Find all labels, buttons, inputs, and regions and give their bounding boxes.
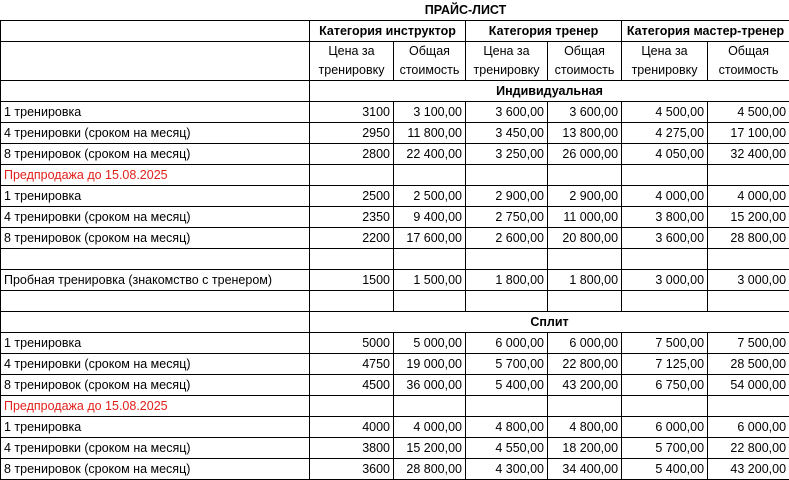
price-cell: 5 700,00	[622, 438, 708, 459]
price-cell: 4 550,00	[466, 438, 548, 459]
section-title: Сплит	[310, 312, 789, 333]
price-header: Цена за	[310, 42, 394, 62]
total-cell: 11 000,00	[548, 207, 622, 228]
total-cell: 36 000,00	[394, 375, 466, 396]
total-cell: 5 000,00	[394, 333, 466, 354]
price-cell: 2 600,00	[466, 228, 548, 249]
price-cell: 1 800,00	[466, 270, 548, 291]
row-label: Пробная тренировка (знакомство с тренером)	[1, 270, 310, 291]
price-cell: 4 300,00	[466, 459, 548, 480]
page-title: ПРАЙС-ЛИСТ	[310, 0, 622, 21]
price-cell: 7 125,00	[622, 354, 708, 375]
row-label: 4 тренировки (сроком на месяц)	[1, 123, 310, 144]
price-cell: 4 500,00	[622, 102, 708, 123]
total-cell: 22 400,00	[394, 144, 466, 165]
total-cell: 28 800,00	[394, 459, 466, 480]
total-cell: 3 100,00	[394, 102, 466, 123]
total-cell: 15 200,00	[708, 207, 789, 228]
price-cell: 3600	[310, 459, 394, 480]
total-cell: 28 800,00	[708, 228, 789, 249]
total-header: Общая	[708, 42, 789, 62]
total-cell: 18 200,00	[548, 438, 622, 459]
price-cell: 1500	[310, 270, 394, 291]
total-cell: 4 000,00	[708, 186, 789, 207]
total-cell: 6 000,00	[708, 417, 789, 438]
table-row	[1, 102, 789, 123]
price-cell: 2 900,00	[466, 186, 548, 207]
price-cell: 3100	[310, 102, 394, 123]
price-cell: 6 000,00	[622, 417, 708, 438]
price-cell: 4500	[310, 375, 394, 396]
presale-label: Предпродажа до 15.08.2025	[1, 165, 310, 186]
total-header: стоимость	[394, 61, 466, 81]
total-cell: 1 500,00	[394, 270, 466, 291]
table-row	[1, 459, 789, 480]
price-cell: 2800	[310, 144, 394, 165]
price-cell: 5 700,00	[466, 354, 548, 375]
total-header: Общая	[394, 42, 466, 62]
table-row	[1, 270, 789, 291]
total-cell: 4 000,00	[394, 417, 466, 438]
total-cell: 11 800,00	[394, 123, 466, 144]
row-label: 1 тренировка	[1, 186, 310, 207]
price-cell: 5 400,00	[622, 459, 708, 480]
row-label: 4 тренировки (сроком на месяц)	[1, 354, 310, 375]
row-label: 1 тренировка	[1, 102, 310, 123]
total-cell: 26 000,00	[548, 144, 622, 165]
price-cell: 4 275,00	[622, 123, 708, 144]
total-cell: 13 800,00	[548, 123, 622, 144]
total-cell: 20 800,00	[548, 228, 622, 249]
total-cell: 2 900,00	[548, 186, 622, 207]
total-cell: 3 000,00	[708, 270, 789, 291]
price-cell: 3800	[310, 438, 394, 459]
section-title: Индивидуальная	[310, 81, 789, 102]
total-cell: 4 800,00	[548, 417, 622, 438]
price-cell: 6 000,00	[466, 333, 548, 354]
presale-row	[1, 396, 789, 417]
total-cell: 3 600,00	[548, 102, 622, 123]
row-label: 8 тренировок (сроком на месяц)	[1, 228, 310, 249]
total-header: Общая	[548, 42, 622, 62]
price-cell: 3 600,00	[622, 228, 708, 249]
total-cell: 43 200,00	[708, 459, 789, 480]
row-label: 8 тренировок (сроком на месяц)	[1, 459, 310, 480]
price-cell: 3 800,00	[622, 207, 708, 228]
table-row	[1, 186, 789, 207]
category-instructor-header: Категория инструктор	[310, 21, 466, 42]
price-cell: 2 750,00	[466, 207, 548, 228]
total-cell: 22 800,00	[708, 438, 789, 459]
price-cell: 2500	[310, 186, 394, 207]
total-cell: 2 500,00	[394, 186, 466, 207]
empty-row	[1, 249, 789, 270]
total-cell: 4 500,00	[708, 102, 789, 123]
presale-row	[1, 165, 789, 186]
total-header: стоимость	[548, 61, 622, 81]
total-cell: 32 400,00	[708, 144, 789, 165]
price-cell: 3 600,00	[466, 102, 548, 123]
total-header: стоимость	[708, 61, 789, 81]
price-cell: 2950	[310, 123, 394, 144]
empty-row	[1, 291, 789, 312]
section-header-row	[1, 81, 789, 102]
total-cell: 9 400,00	[394, 207, 466, 228]
price-header: Цена за	[466, 42, 548, 62]
total-cell: 28 500,00	[708, 354, 789, 375]
price-cell: 5000	[310, 333, 394, 354]
table-row	[1, 144, 789, 165]
price-header: тренировку	[466, 61, 548, 81]
table-row	[1, 228, 789, 249]
row-label: 8 тренировок (сроком на месяц)	[1, 375, 310, 396]
price-cell: 6 750,00	[622, 375, 708, 396]
price-header: тренировку	[310, 61, 394, 81]
price-header: Цена за	[622, 42, 708, 62]
table-row	[1, 207, 789, 228]
total-cell: 15 200,00	[394, 438, 466, 459]
total-cell: 17 600,00	[394, 228, 466, 249]
price-cell: 7 500,00	[622, 333, 708, 354]
row-label: 4 тренировки (сроком на месяц)	[1, 438, 310, 459]
row-label: 1 тренировка	[1, 417, 310, 438]
category-trainer-header: Категория тренер	[466, 21, 622, 42]
total-cell: 1 800,00	[548, 270, 622, 291]
total-cell: 54 000,00	[708, 375, 789, 396]
table-row	[1, 417, 789, 438]
total-cell: 19 000,00	[394, 354, 466, 375]
total-cell: 17 100,00	[708, 123, 789, 144]
price-cell: 2350	[310, 207, 394, 228]
row-label: 8 тренировок (сроком на месяц)	[1, 144, 310, 165]
table-row	[1, 333, 789, 354]
category-master-trainer-header: Категория мастер-тренер	[622, 21, 789, 42]
total-cell: 34 400,00	[548, 459, 622, 480]
table-row	[1, 375, 789, 396]
section-header-row	[1, 312, 789, 333]
price-cell: 5 400,00	[466, 375, 548, 396]
price-cell: 4750	[310, 354, 394, 375]
total-cell: 6 000,00	[548, 333, 622, 354]
table-row	[1, 123, 789, 144]
price-cell: 4000	[310, 417, 394, 438]
total-cell: 22 800,00	[548, 354, 622, 375]
price-cell: 3 000,00	[622, 270, 708, 291]
total-cell: 43 200,00	[548, 375, 622, 396]
price-cell: 4 000,00	[622, 186, 708, 207]
price-cell: 4 800,00	[466, 417, 548, 438]
price-cell: 2200	[310, 228, 394, 249]
table-row	[1, 354, 789, 375]
price-cell: 3 250,00	[466, 144, 548, 165]
row-label: 4 тренировки (сроком на месяц)	[1, 207, 310, 228]
price-cell: 4 050,00	[622, 144, 708, 165]
price-header: тренировку	[622, 61, 708, 81]
row-label: 1 тренировка	[1, 333, 310, 354]
total-cell: 7 500,00	[708, 333, 789, 354]
price-cell: 3 450,00	[466, 123, 548, 144]
table-row	[1, 438, 789, 459]
presale-label: Предпродажа до 15.08.2025	[1, 396, 310, 417]
